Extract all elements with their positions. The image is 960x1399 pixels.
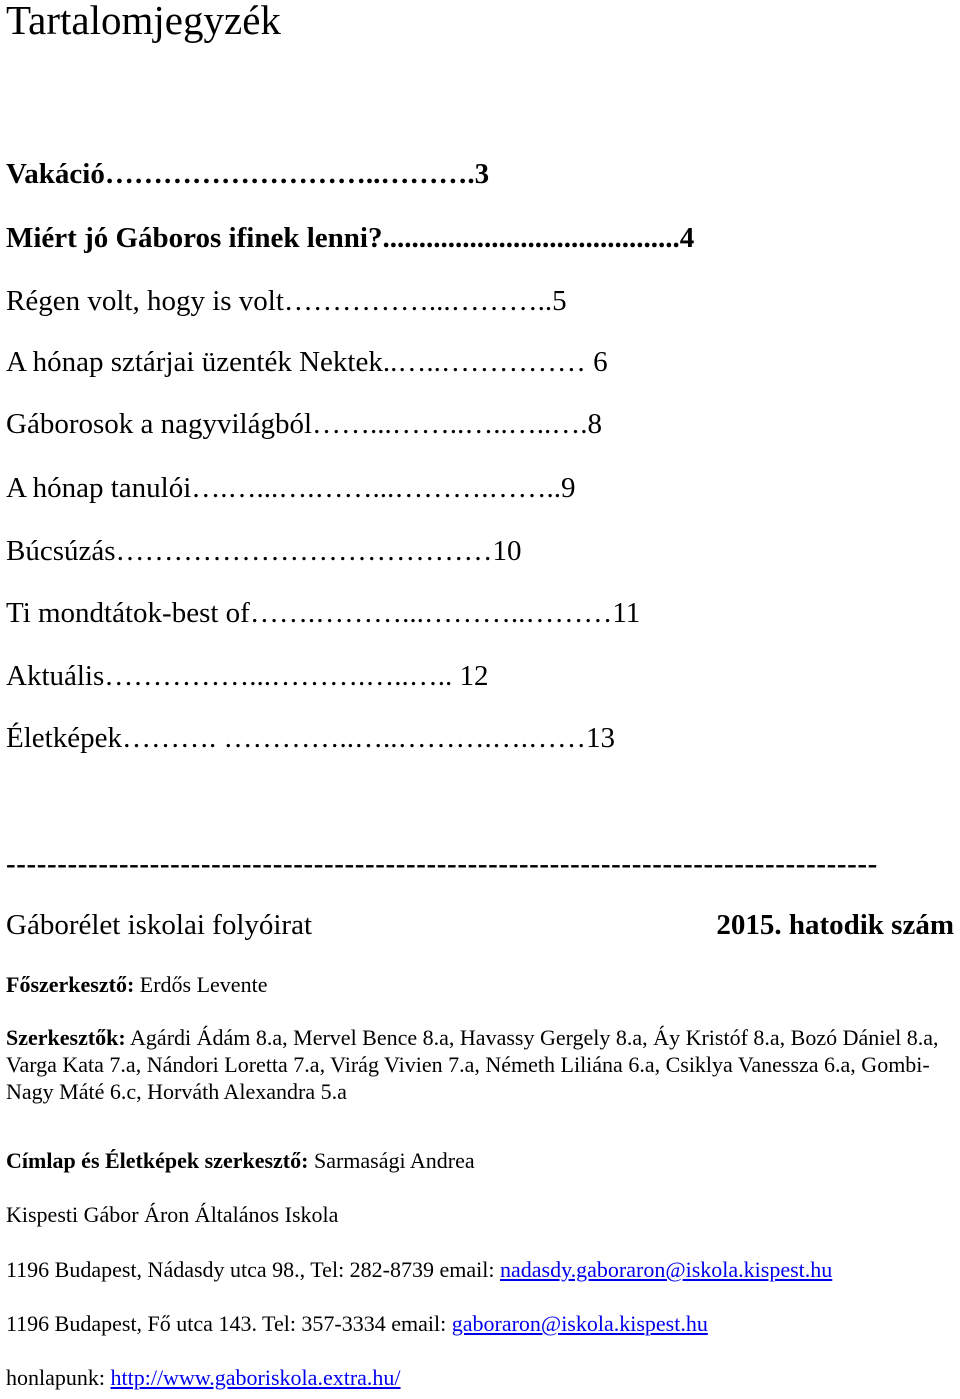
toc-entry-eletkepek: Életképek………. …………..…..……….….……13 <box>6 722 615 754</box>
magazine-issue: 2015. hatodik szám <box>716 909 954 941</box>
editors-label: Szerkesztők: <box>6 1025 126 1050</box>
toc-entry-gaborosok: Gáborosok a nagyvilágból……...……..…..…..….8 <box>6 408 603 440</box>
chief-editor <box>6 971 267 998</box>
email-link-gaboraron[interactable]: gaboraron@iskola.kispest.hu <box>451 1311 708 1336</box>
chief-editor-label: Főszerkesztő: <box>6 972 135 997</box>
toc-entry-regen-volt: Régen volt, hogy is volt……………...………..5 <box>6 285 567 317</box>
website-label: honlapunk: <box>6 1365 111 1390</box>
address-2-text: 1196 Budapest, Fő utca 143. Tel: 357-3334 email: <box>6 1311 452 1336</box>
website-line <box>6 1364 401 1391</box>
school-name: Kispesti Gábor Áron Általános Iskola <box>6 1202 339 1227</box>
toc-entry-bucsuzas: Búcsúzás…………………………………10 <box>6 535 522 567</box>
magazine-name: Gáborélet iskolai folyóirat <box>6 909 313 941</box>
editors <box>6 1024 946 1105</box>
editors-value: Agárdi Ádám 8.a, Mervel Bence 8.a, Havassy Gergely 8.a, Áy Kristóf 8.a, Bozó Dániel 8.a, Varga Kata 7.a, Nándori Loretta 7.a, Virág Vivien 7.a, Németh Liliána 6.a, Csiklya Vanessza 6.a, Gombi-Nagy Máté 6.c, Horváth Alexandra 5.a <box>6 1025 939 1104</box>
toc-entry-honap-sztarjai: A hónap sztárjai üzenték Nektek..…..…………… 6 <box>6 346 608 378</box>
chief-editor-value: Erdős Levente <box>134 972 268 997</box>
toc-entry-ti-mondtatok: Ti mondtátok-best of…….………...………..………11 <box>6 597 641 629</box>
address-line-1 <box>6 1256 832 1283</box>
website-link[interactable]: http://www.gaboriskola.extra.hu/ <box>110 1365 401 1390</box>
cover-editor <box>6 1147 475 1174</box>
address-1-text: 1196 Budapest, Nádasdy utca 98., Tel: 282-8739 email: <box>6 1257 500 1282</box>
toc-entry-vakacio: Vakáció………………………..……….3 <box>6 158 490 190</box>
cover-editor-label: Címlap és Életképek szerkesztő: <box>6 1148 309 1173</box>
toc-entry-miert-jo: Miért jó Gáboros ifinek lenni?.........................................4 <box>6 222 695 254</box>
toc-entry-honap-tanuloi: A hónap tanulói….…...….……...……….……..9 <box>6 472 576 504</box>
address-line-2 <box>6 1310 708 1337</box>
separator-line: ------------------------------------------------------------------------------------- <box>6 848 878 880</box>
email-link-nadasdy[interactable]: nadasdy.gaboraron@iskola.kispest.hu <box>499 1257 833 1282</box>
page-title: Tartalomjegyzék <box>6 0 281 43</box>
cover-editor-value: Sarmasági Andrea <box>308 1148 475 1173</box>
toc-entry-aktualis: Aktuális……………...……….…..….. 12 <box>6 660 489 692</box>
